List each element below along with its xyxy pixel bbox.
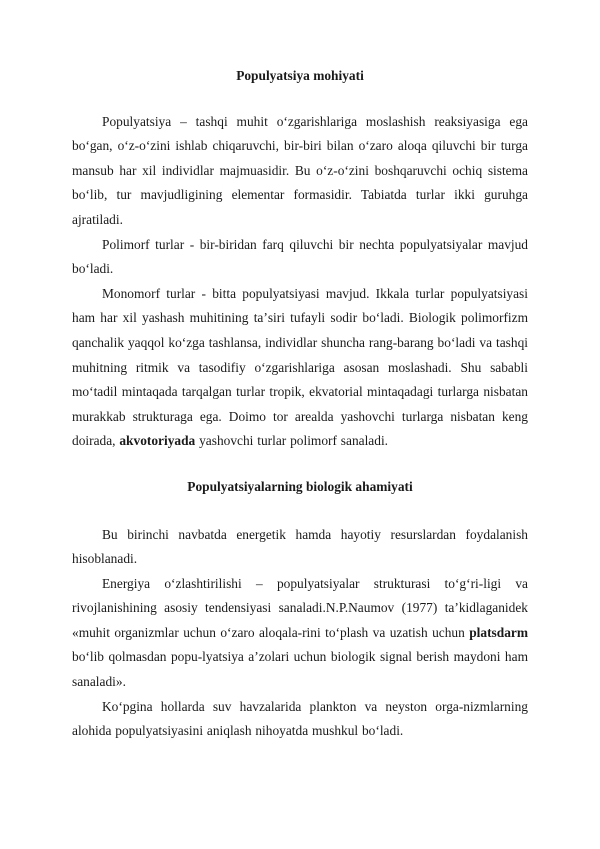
section-title-biologik-ahamiyati: Populyatsiyalarning biologik ahamiyati	[187, 478, 413, 494]
paragraph-energiya	[72, 572, 528, 695]
paragraph-monomorf	[72, 282, 528, 454]
bold-term-akvotoriyada: akvotoriyada	[119, 433, 196, 449]
bold-term-platsdarm: platsdarm	[469, 624, 528, 640]
paragraph-polimorf: Polimorf turlar - bir-biridan farq qiluvchi bir nechta populyatsiyalar mavjud boʻladi.	[72, 236, 528, 277]
paragraph-energiya-text-after: boʻlib qolmasdan popu-lyatsiya aʼzolari uchun biologik signal berish maydoni ham sanaladi».	[72, 649, 528, 690]
section-title-populyatsiya-mohiyati: Populyatsiya mohiyati	[236, 68, 364, 83]
paragraph-monomorf-text-before: Monomorf turlar - bitta populyatsiyasi mavjud. Ikkala turlar populyatsiyasi ham har xil yashash muhitining taʼsiri tufayli sodir boʻladi. Biologik polimorfizm qanchalik yaqqol koʻzga tashlansa, individlar shuncha rang-barang boʻladi va tashqi muhitning ritmik va tasodifiy oʻzgarishlariga asosan moslashadi. Shu sababli moʻtadil mintaqada tarqalgan turlar tropik, ekvatorial mintaqadagi turlarga nisbatan murakkab strukturaga ega. Doimo tor arealda yashovchi turlarga nisbatan keng doirada,	[72, 285, 528, 449]
paragraph-monomorf-text-after: yashovchi turlar polimorf sanaladi.	[195, 433, 389, 449]
paragraph-energiya-text-before: Energiya oʻzlashtirilishi – populyatsiyalar strukturasi toʻgʻri-ligi va rivojlanishining asosiy tendensiyasi sanaladi.N.P.Naumov (1977) taʼkidlaganidek «muhit organizmlar uchun oʻzaro aloqala-rini toʻplash va uzatish uchun	[72, 575, 528, 640]
paragraph-plankton: Koʻpgina hollarda suv havzalarida plankton va neyston orga-nizmlarning alohida populyatsiyasini aniqlash nihoyatda mushkul boʻladi.	[72, 698, 528, 739]
paragraph-definition: Populyatsiya – tashqi muhit oʻzgarishlariga moslashish reaksiyasiga ega boʻgan, oʻz-oʻzini ishlab chiqaruvchi, bir-biri bilan oʻzaro aloqa qiluvchi bir turga mansub har xil individlar majmuasidir. Bu oʻz-oʻzini boshqaruvchi ochiq sistema boʻlib, tur mavjudligining elementar formasidir. Tabiatda turlar ikki guruhga ajratiladi.	[72, 113, 528, 227]
paragraph-energetik: Bu birinchi navbatda energetik hamda hayotiy resurslardan foydalanish hisoblanadi.	[72, 526, 528, 567]
